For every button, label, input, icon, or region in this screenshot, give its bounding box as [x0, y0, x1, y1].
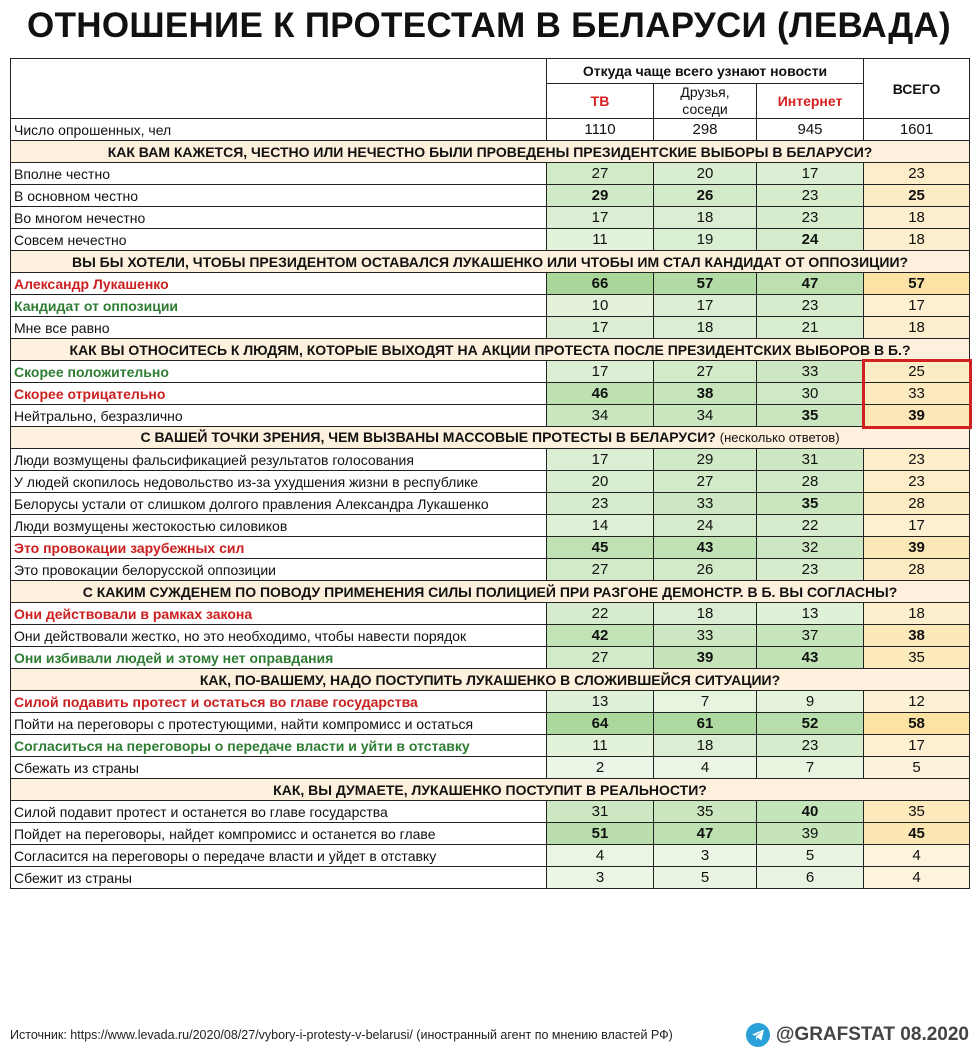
section-question-text: КАК, ВЫ ДУМАЕТЕ, ЛУКАШЕНКО ПОСТУПИТ В РЕАЛЬНОСТИ? — [273, 781, 707, 798]
cell-total: 12 — [864, 691, 970, 713]
section-question-text: С КАКИМ СУЖДЕНЕМ ПО ПОВОДУ ПРИМЕНЕНИЯ СИЛЫ ПОЛИЦИЕЙ ПРИ РАЗГОНЕ ДЕМОНСТР. В Б. ВЫ СОГЛАСНЫ? — [82, 583, 898, 600]
cell-total: 17 — [864, 515, 970, 537]
cell-friends: 33 — [654, 625, 757, 647]
cell-internet: 23 — [757, 295, 864, 317]
cell-internet: 22 — [757, 515, 864, 537]
cell-total: 25 — [864, 361, 970, 383]
section-question — [11, 779, 970, 801]
table-row — [11, 537, 970, 559]
row-label: Пойти на переговоры с протестующими, найти компромисс и остаться — [11, 713, 547, 735]
cell-friends: 5 — [654, 867, 757, 889]
cell-friends: 33 — [654, 493, 757, 515]
cell-tv: 4 — [547, 845, 654, 867]
row-label: Вполне честно — [11, 163, 547, 185]
cell-tv: 22 — [547, 603, 654, 625]
cell-friends: 7 — [654, 691, 757, 713]
cell-internet: 35 — [757, 493, 864, 515]
table-row — [11, 207, 970, 229]
cell-internet: 37 — [757, 625, 864, 647]
cell-total: 33 — [864, 383, 970, 405]
table-row — [11, 317, 970, 339]
page-title: ОТНОШЕНИЕ К ПРОТЕСТАМ В БЕЛАРУСИ (ЛЕВАДА) — [27, 6, 951, 45]
cell-total: 35 — [864, 647, 970, 669]
column-header-internet: Интернет — [757, 84, 864, 119]
cell-tv: 34 — [547, 405, 654, 427]
cell-friends: 27 — [654, 471, 757, 493]
cell-tv: 42 — [547, 625, 654, 647]
cell-friends: 20 — [654, 163, 757, 185]
brand — [746, 1023, 969, 1047]
cell-friends: 35 — [654, 801, 757, 823]
row-label: Скорее отрицательно — [11, 383, 547, 405]
cell-total: 17 — [864, 295, 970, 317]
cell-internet: 33 — [757, 361, 864, 383]
cell-total: 25 — [864, 185, 970, 207]
cell-friends: 18 — [654, 603, 757, 625]
cell-tv: 46 — [547, 383, 654, 405]
section-question-text: С ВАШЕЙ ТОЧКИ ЗРЕНИЯ, ЧЕМ ВЫЗВАНЫ МАССОВЫЕ ПРОТЕСТЫ В БЕЛАРУСИ? — [140, 429, 716, 445]
row-label: Скорее положительно — [11, 361, 547, 383]
table-row — [11, 449, 970, 471]
source-note: Источник: https://www.levada.ru/2020/08/27/vybory-i-protesty-v-belarusi/ (иностранный агент по мнению властей РФ) — [10, 1028, 673, 1042]
cell-total: 45 — [864, 823, 970, 845]
table-row — [11, 471, 970, 493]
cell-total: 18 — [864, 207, 970, 229]
cell-friends: 3 — [654, 845, 757, 867]
cell-total: 18 — [864, 229, 970, 251]
section-question — [11, 581, 970, 603]
table-row — [11, 185, 970, 207]
cell-total: 57 — [864, 273, 970, 295]
survey-table — [10, 58, 970, 889]
cell-internet: 21 — [757, 317, 864, 339]
cell-internet: 32 — [757, 537, 864, 559]
section-question-text: ВЫ БЫ ХОТЕЛИ, ЧТОБЫ ПРЕЗИДЕНТОМ ОСТАВАЛСЯ ЛУКАШЕНКО ИЛИ ЧТОБЫ ИМ СТАЛ КАНДИДАТ ОТ ОППОЗИЦИИ? — [71, 253, 909, 270]
cell-internet: 24 — [757, 229, 864, 251]
cell-total: 38 — [864, 625, 970, 647]
footer — [10, 1020, 969, 1050]
cell-internet: 28 — [757, 471, 864, 493]
section-question — [11, 339, 970, 361]
row-label: Белорусы устали от слишком долгого правления Александра Лукашенко — [11, 493, 547, 515]
cell-tv: 31 — [547, 801, 654, 823]
cell-tv: 66 — [547, 273, 654, 295]
cell-internet: 9 — [757, 691, 864, 713]
table-row — [11, 603, 970, 625]
cell-tv: 17 — [547, 361, 654, 383]
cell-friends: 26 — [654, 185, 757, 207]
cell-tv: 17 — [547, 449, 654, 471]
table-row — [11, 493, 970, 515]
cell-total: 23 — [864, 471, 970, 493]
cell-friends: 29 — [654, 449, 757, 471]
row-label: В основном честно — [11, 185, 547, 207]
row-label: Это провокации белорусской оппозиции — [11, 559, 547, 581]
table-row — [11, 823, 970, 845]
cell-friends: 38 — [654, 383, 757, 405]
cell-friends: 18 — [654, 735, 757, 757]
row-label: Согласиться на переговоры о передаче власти и уйти в отставку — [11, 735, 547, 757]
cell-internet: 40 — [757, 801, 864, 823]
cell-tv: 14 — [547, 515, 654, 537]
cell-tv: 11 — [547, 735, 654, 757]
cell-total: 28 — [864, 559, 970, 581]
row-label: Люди возмущены фальсификацией результатов голосования — [11, 449, 547, 471]
cell-tv: 29 — [547, 185, 654, 207]
cell-friends: 27 — [654, 361, 757, 383]
column-header-tv: ТВ — [547, 84, 654, 119]
cell-friends: 57 — [654, 273, 757, 295]
table-row — [11, 405, 970, 427]
total-column-header: ВСЕГО — [864, 59, 970, 119]
brand-label: @GRAFSTAT 08.2020 — [775, 1024, 969, 1045]
cell-internet: 30 — [757, 383, 864, 405]
cell-internet: 31 — [757, 449, 864, 471]
cell-total: 39 — [864, 405, 970, 427]
cell-friends: 18 — [654, 207, 757, 229]
row-label: Пойдет на переговоры, найдет компромисс и останется во главе — [11, 823, 547, 845]
row-label: У людей скопилось недовольство из-за ухудшения жизни в республике — [11, 471, 547, 493]
table-row — [11, 691, 970, 713]
cell-tv: 51 — [547, 823, 654, 845]
cell-tv: 64 — [547, 713, 654, 735]
row-label: Мне все равно — [11, 317, 547, 339]
cell-friends: 47 — [654, 823, 757, 845]
section-question-text: КАК, ПО-ВАШЕМУ, НАДО ПОСТУПИТЬ ЛУКАШЕНКО В СЛОЖИВШЕЙСЯ СИТУАЦИИ? — [199, 671, 781, 688]
row-label: Сбежит из страны — [11, 867, 547, 889]
cell-internet: 23 — [757, 559, 864, 581]
cell-tv: 45 — [547, 537, 654, 559]
table-row — [11, 757, 970, 779]
row-label: Люди возмущены жестокостью силовиков — [11, 515, 547, 537]
row-label: Согласится на переговоры о передаче власти и уйдет в отставку — [11, 845, 547, 867]
respondents-total: 1601 — [864, 119, 970, 141]
cell-total: 23 — [864, 449, 970, 471]
cell-tv: 17 — [547, 207, 654, 229]
section-note: (несколько ответов) — [719, 430, 840, 445]
table-row — [11, 559, 970, 581]
table-row — [11, 867, 970, 889]
cell-tv: 10 — [547, 295, 654, 317]
table-row — [11, 845, 970, 867]
table-row — [11, 295, 970, 317]
cell-internet: 43 — [757, 647, 864, 669]
row-label: Они действовали в рамках закона — [11, 603, 547, 625]
cell-internet: 39 — [757, 823, 864, 845]
respondents-tv: 1110 — [547, 119, 654, 141]
row-label: Это провокации зарубежных сил — [11, 537, 547, 559]
cell-tv: 23 — [547, 493, 654, 515]
table-row — [11, 735, 970, 757]
cell-total: 18 — [864, 317, 970, 339]
cell-internet: 52 — [757, 713, 864, 735]
cell-total: 18 — [864, 603, 970, 625]
table-row — [11, 625, 970, 647]
cell-tv: 3 — [547, 867, 654, 889]
cell-tv: 17 — [547, 317, 654, 339]
cell-total: 4 — [864, 867, 970, 889]
source-group-header: Откуда чаще всего узнают новости — [547, 59, 864, 84]
cell-tv: 11 — [547, 229, 654, 251]
cell-internet: 6 — [757, 867, 864, 889]
row-label: Силой подавит протест и останется во главе государства — [11, 801, 547, 823]
cell-total: 4 — [864, 845, 970, 867]
cell-friends: 19 — [654, 229, 757, 251]
cell-internet: 35 — [757, 405, 864, 427]
telegram-icon — [746, 1023, 770, 1047]
cell-total: 17 — [864, 735, 970, 757]
table-row — [11, 801, 970, 823]
cell-tv: 20 — [547, 471, 654, 493]
table-row — [11, 515, 970, 537]
cell-friends: 4 — [654, 757, 757, 779]
table-row — [11, 273, 970, 295]
cell-friends: 39 — [654, 647, 757, 669]
cell-tv: 27 — [547, 647, 654, 669]
row-label: Александр Лукашенко — [11, 273, 547, 295]
table-row — [11, 647, 970, 669]
table-row — [11, 383, 970, 405]
cell-internet: 23 — [757, 185, 864, 207]
respondents-label: Число опрошенных, чел — [11, 119, 547, 141]
cell-total: 28 — [864, 493, 970, 515]
cell-internet: 23 — [757, 735, 864, 757]
section-question-text: КАК ВЫ ОТНОСИТЕСЬ К ЛЮДЯМ, КОТОРЫЕ ВЫХОДЯТ НА АКЦИИ ПРОТЕСТА ПОСЛЕ ПРЕЗИДЕНТСКИХ ВЫБОРОВ В Б.? — [69, 341, 911, 358]
cell-friends: 18 — [654, 317, 757, 339]
cell-tv: 13 — [547, 691, 654, 713]
cell-tv: 2 — [547, 757, 654, 779]
respondents-internet: 945 — [757, 119, 864, 141]
cell-friends: 26 — [654, 559, 757, 581]
respondents-friends: 298 — [654, 119, 757, 141]
section-question-text: КАК ВАМ КАЖЕТСЯ, ЧЕСТНО ИЛИ НЕЧЕСТНО БЫЛИ ПРОВЕДЕНЫ ПРЕЗИДЕНТСКИЕ ВЫБОРЫ В БЕЛАРУСИ? — [107, 143, 873, 160]
row-label: Нейтрально, безразлично — [11, 405, 547, 427]
row-label: Силой подавить протест и остаться во главе государства — [11, 691, 547, 713]
row-label: Они избивали людей и этому нет оправдания — [11, 647, 547, 669]
cell-internet: 23 — [757, 207, 864, 229]
row-label: Кандидат от оппозиции — [11, 295, 547, 317]
header-blank-cell — [11, 59, 547, 119]
section-question — [11, 141, 970, 163]
cell-internet: 5 — [757, 845, 864, 867]
cell-friends: 17 — [654, 295, 757, 317]
cell-total: 58 — [864, 713, 970, 735]
row-label: Сбежать из страны — [11, 757, 547, 779]
cell-total: 35 — [864, 801, 970, 823]
cell-internet: 13 — [757, 603, 864, 625]
cell-tv: 27 — [547, 163, 654, 185]
section-question — [11, 669, 970, 691]
cell-internet: 17 — [757, 163, 864, 185]
cell-total: 23 — [864, 163, 970, 185]
cell-internet: 47 — [757, 273, 864, 295]
row-label: Совсем нечестно — [11, 229, 547, 251]
section-question — [11, 427, 970, 449]
cell-internet: 7 — [757, 757, 864, 779]
row-label: Во многом нечестно — [11, 207, 547, 229]
cell-friends: 43 — [654, 537, 757, 559]
cell-total: 39 — [864, 537, 970, 559]
cell-friends: 61 — [654, 713, 757, 735]
cell-friends: 24 — [654, 515, 757, 537]
section-question — [11, 251, 970, 273]
table-row — [11, 229, 970, 251]
row-label: Они действовали жестко, но это необходимо, чтобы навести порядок — [11, 625, 547, 647]
cell-total: 5 — [864, 757, 970, 779]
table-row — [11, 713, 970, 735]
table-row — [11, 163, 970, 185]
cell-tv: 27 — [547, 559, 654, 581]
column-header-friends: Друзья, соседи — [654, 84, 757, 119]
cell-friends: 34 — [654, 405, 757, 427]
table-row — [11, 361, 970, 383]
